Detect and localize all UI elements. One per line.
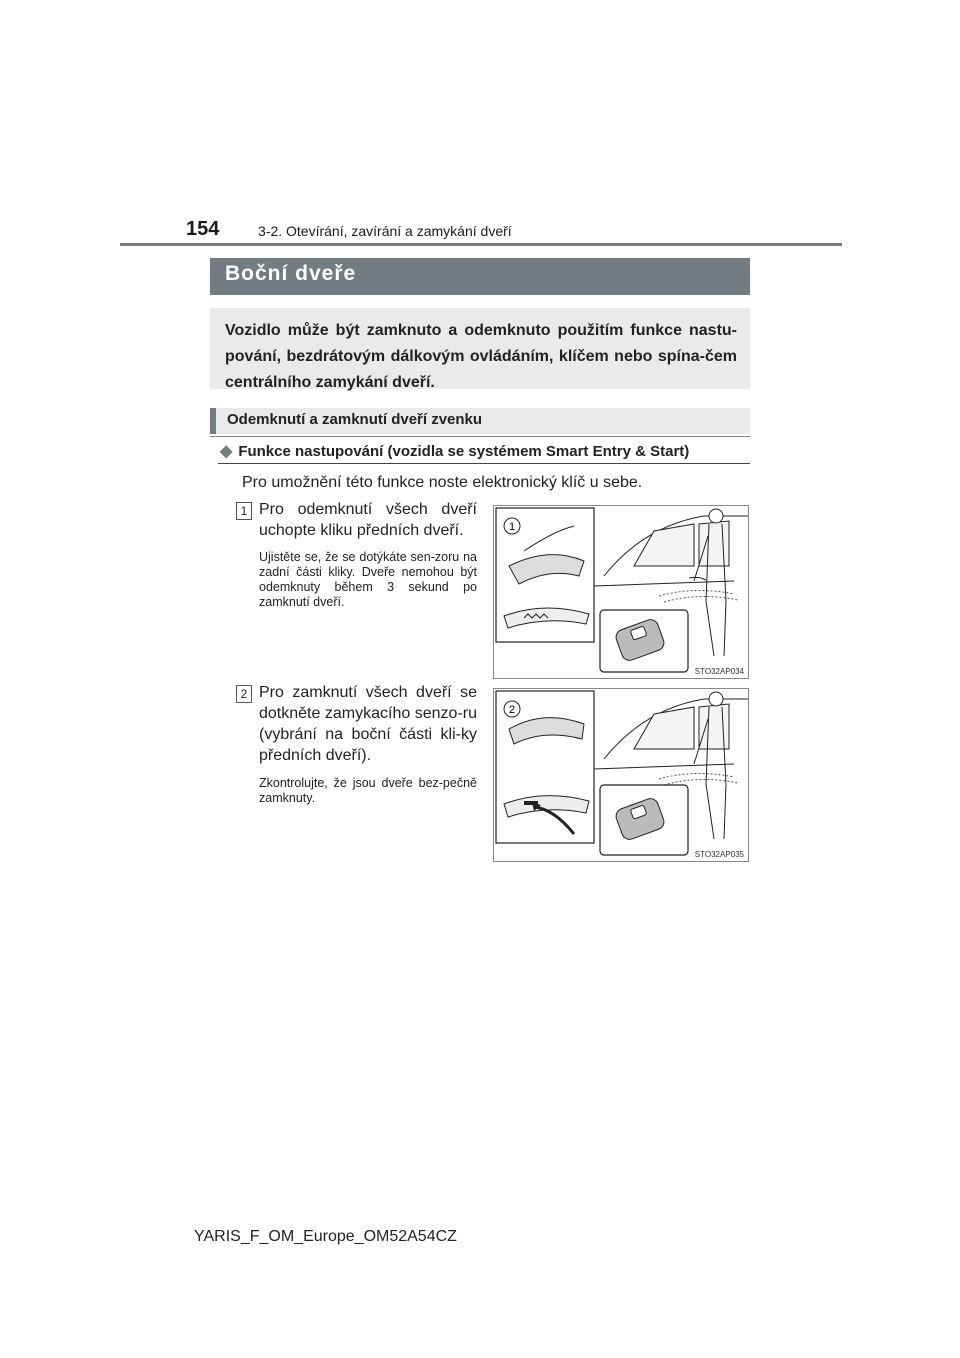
figure-code: STO32AP035 xyxy=(694,850,744,859)
subsection-divider xyxy=(210,436,750,437)
section-title: Boční dveře xyxy=(225,262,357,285)
section-title-bar xyxy=(210,258,750,295)
function-heading xyxy=(220,441,689,461)
page-number: 154 xyxy=(186,218,220,240)
function-description: Pro umožnění této funkce noste elektronický klíč u sebe. xyxy=(242,474,643,491)
subsection-title: Odemknutí a zamknutí dveří zvenku xyxy=(227,411,483,428)
step-number-badge: 1 xyxy=(236,502,252,520)
function-heading-divider xyxy=(218,463,750,464)
step-number-badge: 2 xyxy=(236,685,252,703)
function-heading-text: Funkce nastupování (vozidla se systémem Smart Entry & Start) xyxy=(238,443,690,460)
chapter-title: 3-2. Otevírání, zavírání a zamykání dveří xyxy=(258,223,512,239)
step-text: Pro odemknutí všech dveří uchopte kliku předních dveří. xyxy=(259,501,477,539)
header-divider xyxy=(120,243,842,246)
lock-illustration xyxy=(493,688,749,862)
intro-box xyxy=(210,308,750,389)
figure-code: STO32AP034 xyxy=(694,667,744,676)
subsection-bar xyxy=(210,408,750,434)
lock-door-handle-drawing xyxy=(494,689,748,861)
intro-text: Vozidlo může být zamknuto a odemknuto použitím funkce nastu-pování, bezdrátovým dálkovým ovládáním, klíčem nebo spína-čem centrálního zamykání dveří. xyxy=(225,322,737,391)
svg-text:1: 1 xyxy=(509,521,516,533)
document-code: YARIS_F_OM_Europe_OM52A54CZ xyxy=(194,1228,457,1245)
step-note: Ujistěte se, že se dotýkáte sen-zoru na zadní části kliky. Dveře nemohou být odemknuty během 3 sekund po zamknutí dveří. xyxy=(259,550,477,609)
step-text: Pro zamknutí všech dveří se dotkněte zamykacího senzo-ru (vybrání na boční části kli-ky předních dveří). xyxy=(259,684,477,764)
unlock-illustration xyxy=(493,505,749,679)
diamond-bullet-icon: ◆ xyxy=(220,443,233,460)
unlock-door-handle-drawing xyxy=(494,506,748,678)
svg-text:2: 2 xyxy=(509,704,516,716)
step-note: Zkontrolujte, že jsou dveře bez-pečně zamknuty. xyxy=(259,776,477,805)
